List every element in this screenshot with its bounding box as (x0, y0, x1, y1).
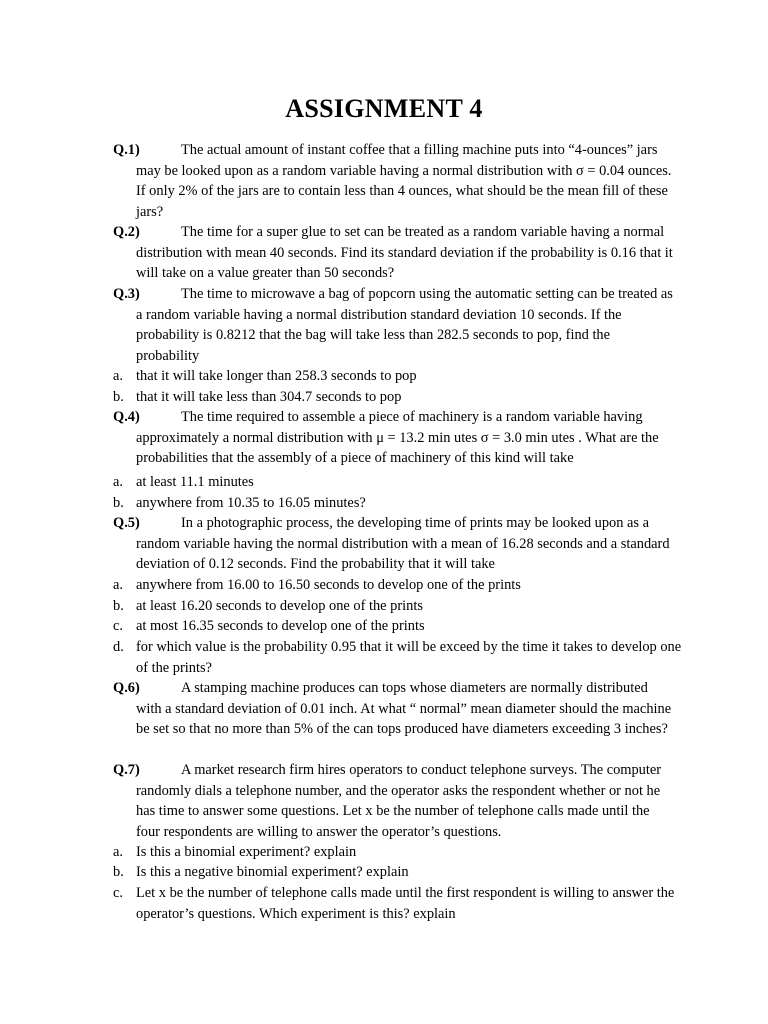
item-text: that it will take longer than 258.3 seconds to pop (136, 368, 417, 384)
list-item (113, 616, 683, 637)
item-text: Is this a binomial experiment? explain (136, 844, 357, 860)
question-text: The actual amount of instant coffee that a filling machine puts into “4-ounces” jars may be looked upon as a random variable having a normal distribution with σ = 0.04 ounces. If only 2% of the jars are to contain less than 4 ounces, what should be the mean fill of these jars? (136, 142, 672, 220)
item-label: a. (113, 368, 123, 384)
list-item (113, 493, 683, 514)
list-item (113, 883, 683, 924)
question-5 (113, 513, 673, 575)
item-label: b. (113, 389, 124, 405)
question-text: A market research firm hires operators to conduct telephone surveys. The computer randomly dials a telephone number, and the operator asks the respondent whether or not he has time to answer some questions. Let x be the number of telephone calls made until the four respondents are willing to answer the operator’s questions. (136, 762, 662, 840)
question-4 (113, 407, 673, 469)
question-3 (113, 284, 673, 366)
question-text: A stamping machine produces can tops whose diameters are normally distributed with a standard deviation of 0.01 inch. At what “ normal” mean diameter should the machine be set so that no more than 5% of the can tops produced have diameters exceeding 3 inches? (136, 680, 672, 738)
question-label: Q.7) (113, 762, 140, 778)
item-text: that it will take less than 304.7 seconds to pop (136, 389, 402, 405)
question-text: The time for a super glue to set can be treated as a random variable having a normal distribution with mean 40 seconds. Find its standard deviation if the probability is 0.16 that it will take on a value greater than 50 seconds? (136, 224, 673, 282)
item-label: a. (113, 844, 123, 860)
list-item (113, 366, 683, 387)
item-text: at least 16.20 seconds to develop one of the prints (136, 598, 423, 614)
list-item (113, 842, 683, 863)
item-text: at most 16.35 seconds to develop one of the prints (136, 618, 425, 634)
item-text: at least 11.1 minutes (136, 474, 254, 490)
list-item (113, 472, 683, 493)
question-text: In a photographic process, the developing time of prints may be looked upon as a random variable having the normal distribution with a mean of 16.28 seconds and a standard deviation of 0.12 seconds. Find the probability that it will take (136, 515, 670, 573)
item-label: a. (113, 577, 123, 593)
list-item (113, 637, 683, 678)
question-label: Q.3) (113, 286, 140, 302)
item-label: a. (113, 474, 123, 490)
list-item (113, 575, 683, 596)
page-title: ASSIGNMENT 4 (285, 94, 483, 123)
item-label: b. (113, 495, 124, 511)
item-label: b. (113, 864, 124, 880)
item-text: Is this a negative binomial experiment? explain (136, 864, 409, 880)
question-2 (113, 222, 673, 284)
question-label: Q.5) (113, 515, 140, 531)
question-text: The time required to assemble a piece of machinery is a random variable having approximately a normal distribution with μ = 13.2 min utes σ = 3.0 min utes . What are the probabilities that the assembly of a piece of machinery of this kind will take (136, 409, 659, 467)
question-7 (113, 760, 673, 842)
item-label: c. (113, 618, 123, 634)
item-label: c. (113, 885, 123, 901)
question-label: Q.4) (113, 409, 140, 425)
question-1 (113, 140, 673, 222)
item-text: anywhere from 10.35 to 16.05 minutes? (136, 495, 366, 511)
question-text: The time to microwave a bag of popcorn using the automatic setting can be treated as a random variable having a normal distribution standard deviation 10 seconds. If the probability is 0.8212 that the bag will take less than 282.5 seconds to pop, find the probability (136, 286, 673, 364)
item-label: d. (113, 639, 124, 655)
list-item (113, 596, 683, 617)
question-label: Q.1) (113, 142, 140, 158)
list-item (113, 387, 683, 408)
item-label: b. (113, 598, 124, 614)
item-text: for which value is the probability 0.95 that it will be exceed by the time it takes to develop one of the prints? (136, 639, 682, 676)
item-text: Let x be the number of telephone calls made until the first respondent is willing to answer the operator’s questions. Which experiment is this? explain (136, 885, 675, 922)
list-item (113, 862, 683, 883)
question-label: Q.2) (113, 224, 140, 240)
item-text: anywhere from 16.00 to 16.50 seconds to develop one of the prints (136, 577, 521, 593)
question-6 (113, 678, 673, 740)
question-label: Q.6) (113, 680, 140, 696)
